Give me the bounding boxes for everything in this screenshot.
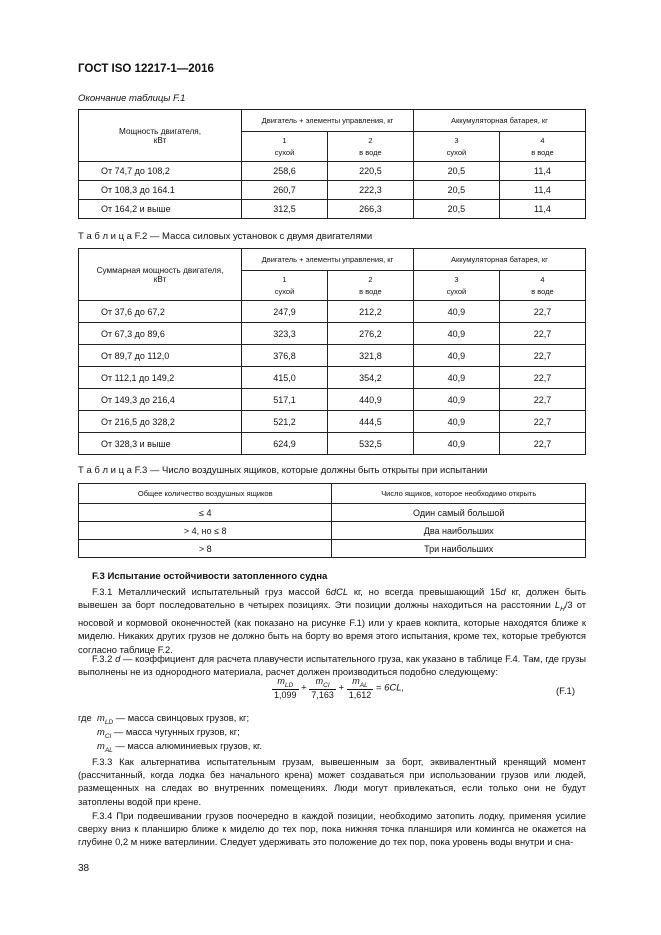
table-f2-group-battery: Аккумуляторная батарея, кг	[413, 249, 585, 271]
table-row	[79, 181, 586, 200]
table-row	[79, 162, 586, 181]
cell: 22,7	[499, 301, 585, 323]
cell: Один самый большой	[332, 504, 586, 522]
cell: От 164,2 и выше	[79, 200, 242, 219]
cell: 312,5	[242, 200, 328, 219]
cell: 521,2	[242, 411, 328, 433]
table-f2-caption: Т а б л и ц а F.2 — Масса силовых установок с двумя двигателями	[78, 231, 373, 242]
table-row	[79, 200, 586, 219]
table-f1-subhead: 2 в воде	[327, 132, 413, 162]
paragraph-f3-3: F.3.3 Как альтернатива испытательным грузам, вывешенным за борт, эквивалентный кренящий момент (рассчитанный, когда лодка без начального крена) может создаваться при использовании грузов или людей, размещенных на следах во внутренних помещениях. Люди могут привлекаться, если только они не будут затоплены водой при крене.	[78, 756, 586, 807]
paragraph-f3-2: F.3.2 d — коэффициент для расчета плавучести испытательного груза, как указано в таблице F.4. Там, где грузы выполнены не из однородного материала, расчет должен производиться подобно следующему:	[78, 653, 586, 678]
table-row	[79, 301, 586, 323]
cell: 532,5	[327, 433, 413, 455]
cell: 20,5	[413, 200, 499, 219]
cell: От 108,3 до 164.1	[79, 181, 242, 200]
table-f3-head-open: Число ящиков, которое необходимо открыть	[332, 484, 586, 504]
table-f1-group-battery: Аккумуляторная батарея, кг	[413, 110, 585, 132]
cell: 415,0	[242, 367, 328, 389]
formula-f1: $\frac{m_{LD}}{1,099}$ + $\frac{m_{CI}}{7,163}$ + $\frac{m_{AL}}{1,612}$ = 6CL,	[274, 676, 405, 700]
cell: 22,7	[499, 323, 585, 345]
cell: 376,8	[242, 345, 328, 367]
table-f1-group-engine: Двигатель + элементы управления, кг	[242, 110, 414, 132]
cell: 212,2	[327, 301, 413, 323]
table-f1-subhead: 1 сухой	[242, 132, 328, 162]
table-row	[79, 411, 586, 433]
cell: ≤ 4	[79, 504, 332, 522]
formula-number: (F.1)	[556, 686, 575, 697]
cell: 266,3	[327, 200, 413, 219]
table-row	[79, 540, 586, 558]
cell: От 112,1 до 149,2	[79, 367, 242, 389]
table-f1-col0-header: Мощность двигателя, кВт	[79, 110, 242, 162]
cell: 40,9	[413, 345, 499, 367]
cell: Три наибольших	[332, 540, 586, 558]
cell: 40,9	[413, 367, 499, 389]
cell: 40,9	[413, 301, 499, 323]
table-f3	[78, 483, 586, 558]
document-header: ГОСТ ISO 12217-1—2016	[78, 63, 214, 75]
cell: 323,3	[242, 323, 328, 345]
cell: 22,7	[499, 367, 585, 389]
cell: > 4, но ≤ 8	[79, 522, 332, 540]
definition-row: $m_{LD}$ — масса свинцовых грузов, кг;	[97, 712, 250, 726]
cell: 321,8	[327, 345, 413, 367]
cell: 247,9	[242, 301, 328, 323]
cell: 40,9	[413, 323, 499, 345]
table-row	[79, 345, 586, 367]
table-f1-subhead: 4 в воде	[499, 132, 585, 162]
table-row	[79, 367, 586, 389]
page-number: 38	[78, 863, 90, 874]
table-f3-caption: Т а б л и ц а F.3 — Число воздушных ящиков, которые должны быть открыты при испытании	[78, 465, 488, 476]
table-f2-subhead: 1 сухой	[242, 271, 328, 301]
cell: 354,2	[327, 367, 413, 389]
cell: От 67,3 до 89,6	[79, 323, 242, 345]
cell: Два наибольших	[332, 522, 586, 540]
table-row	[79, 433, 586, 455]
cell: > 8	[79, 540, 332, 558]
table-f2-subhead: 3 сухой	[413, 271, 499, 301]
cell: От 149,3 до 216,4	[79, 389, 242, 411]
cell: От 216,5 до 328,2	[79, 411, 242, 433]
cell: От 328,3 и выше	[79, 433, 242, 455]
table-f2-subhead: 4 в воде	[499, 271, 585, 301]
cell: 220,5	[327, 162, 413, 181]
cell: 11,4	[499, 181, 585, 200]
cell: 517,1	[242, 389, 328, 411]
definition-row: $m_{AL}$ — масса алюминиевых грузов, кг.	[97, 740, 262, 754]
table-f2	[78, 248, 586, 455]
cell: 20,5	[413, 181, 499, 200]
table-row	[79, 323, 586, 345]
cell: От 37,6 до 67,2	[79, 301, 242, 323]
cell: 11,4	[499, 200, 585, 219]
cell: 624,9	[242, 433, 328, 455]
cell: 22,7	[499, 345, 585, 367]
cell: 276,2	[327, 323, 413, 345]
cell: 40,9	[413, 389, 499, 411]
cell: 22,7	[499, 411, 585, 433]
cell: 40,9	[413, 433, 499, 455]
table-row	[79, 389, 586, 411]
cell: От 74,7 до 108,2	[79, 162, 242, 181]
table-f2-col0-header: Суммарная мощность двигателя, кВт	[79, 249, 242, 301]
table-f1-caption: Окончание таблицы F.1	[78, 93, 186, 104]
cell: 22,7	[499, 433, 585, 455]
cell: 222,3	[327, 181, 413, 200]
table-f3-head-total: Общее количество воздушных ящиков	[79, 484, 332, 504]
table-f1-subhead: 3 сухой	[413, 132, 499, 162]
section-heading: F.3 Испытание остойчивости затопленного судна	[92, 571, 328, 582]
cell: 20,5	[413, 162, 499, 181]
cell: 11,4	[499, 162, 585, 181]
cell: 444,5	[327, 411, 413, 433]
cell: 22,7	[499, 389, 585, 411]
table-f2-subhead: 2 в воде	[327, 271, 413, 301]
cell: От 89,7 до 112,0	[79, 345, 242, 367]
table-f1	[78, 109, 586, 219]
cell: 258,6	[242, 162, 328, 181]
paragraph-f3-4: F.3.4 При подвешивании грузов поочередно в каждой позиции, необходимо затопить лодку, применяя усилие сверху вниз к планширю ближе к миделю до тех пор, пока нижняя точка планширя или комингса не окажется на глубине 0,2 м ниже ватерлинии. Следует удерживать это положение до тех пор, пока уровень воды внутри и сна-	[78, 810, 586, 848]
paragraph-f3-1: F.3.1 Металлический испытательный груз массой 6dCL кг, но всегда превышающий 15d кг, должен быть вывешен за борт последовательно в четырех позициях. Эти позиции должны находиться на расстоянии $L_H/3$ от носовой и кормовой оконечностей (как показано на рисунке F.1) или у краев кокпита, которые находятся ближе к миделю. Никаких других грузов не должно быть на борту во время этого испытания, кроме тех, которые требуются согласно таблице F.2.	[78, 586, 586, 655]
table-f2-group-engine: Двигатель + элементы управления, кг	[242, 249, 414, 271]
definition-row: $m_{CI}$ — масса чугунных грузов, кг;	[97, 726, 240, 740]
cell: 260,7	[242, 181, 328, 200]
table-row	[79, 504, 586, 522]
cell: 440,9	[327, 389, 413, 411]
cell: 40,9	[413, 411, 499, 433]
where-label: где	[78, 712, 92, 723]
table-row	[79, 522, 586, 540]
